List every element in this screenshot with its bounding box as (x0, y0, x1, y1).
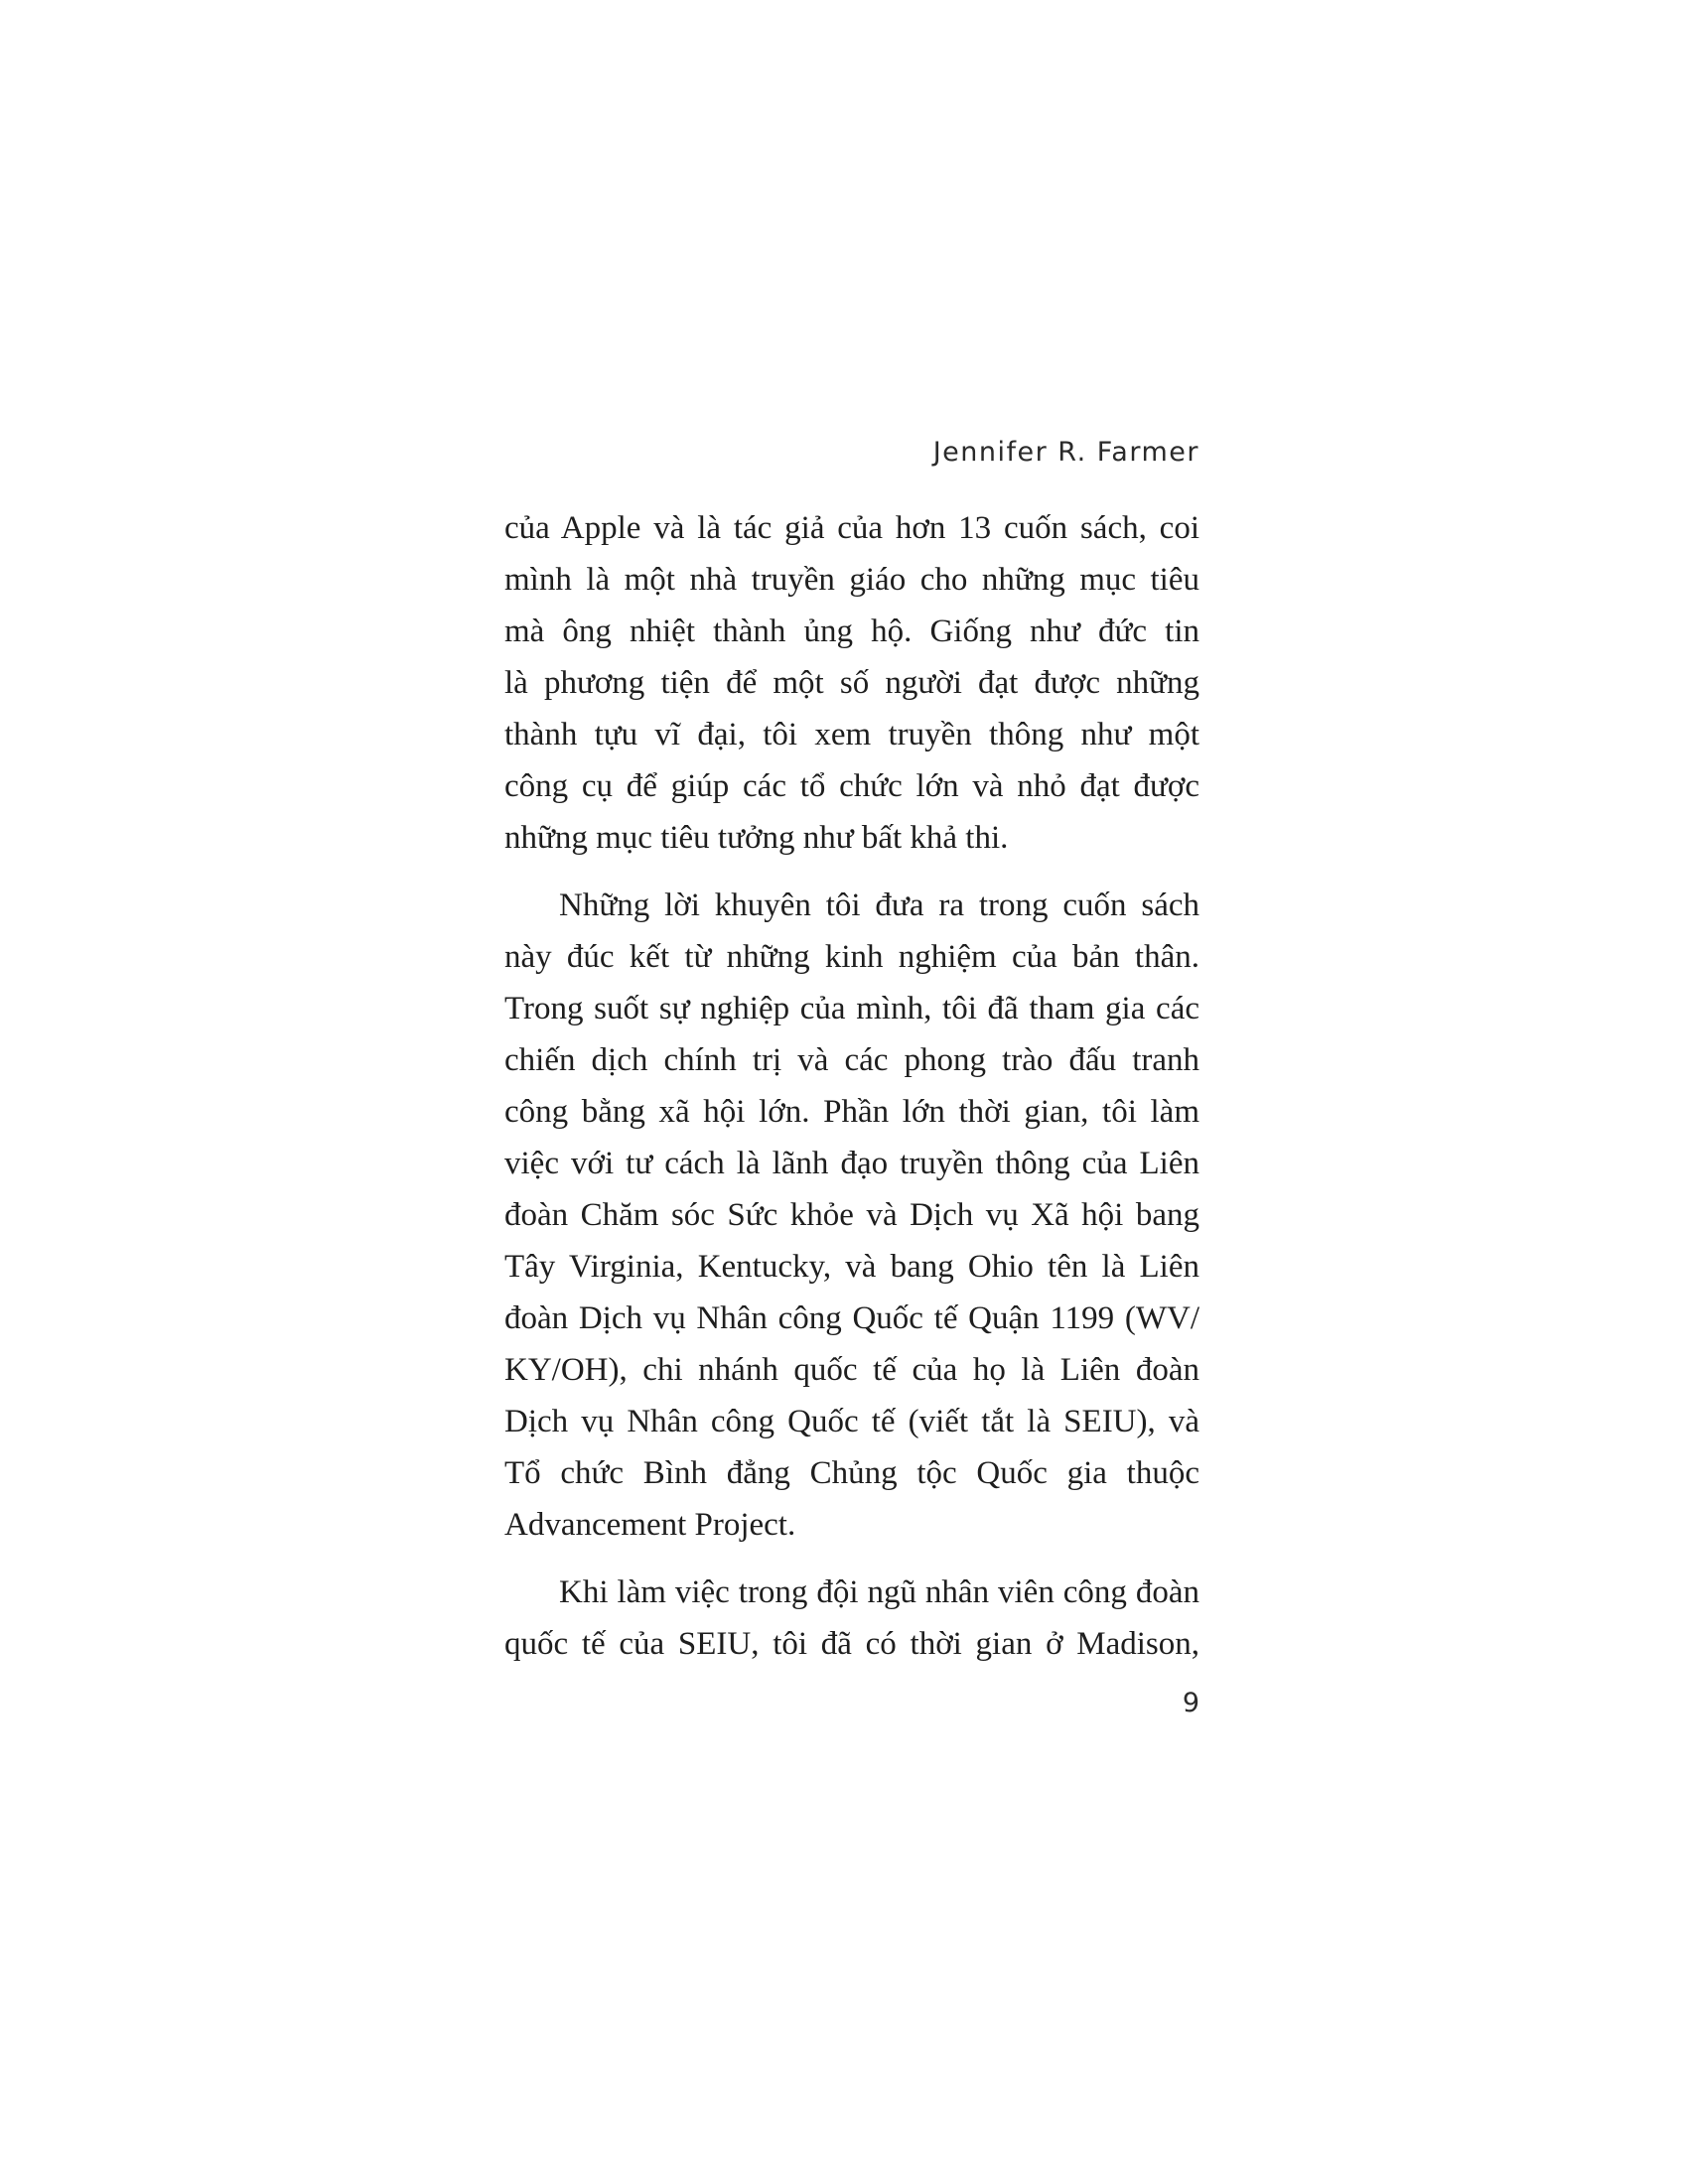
page-number: 9 (1182, 1688, 1199, 1718)
text-line: Advancement Project. (504, 1507, 796, 1543)
paragraph-2 (504, 880, 1199, 1551)
paragraph-3 (504, 1567, 1199, 1670)
body-text (504, 502, 1199, 1686)
text-line: Tây Virginia, Kentucky, và bang Ohio tên là Liên (504, 1249, 1199, 1285)
text-line: thành tựu vĩ đại, tôi xem truyền thông như một (504, 717, 1199, 752)
text-line: là phương tiện để một số người đạt được những (504, 665, 1199, 701)
text-line: của Apple và là tác giả của hơn 13 cuốn sách, coi (504, 510, 1199, 546)
text-line: KY/OH), chi nhánh quốc tế của họ là Liên đoàn (504, 1352, 1199, 1388)
paragraph-1 (504, 502, 1199, 864)
text-line: việc với tư cách là lãnh đạo truyền thông của Liên (504, 1146, 1199, 1181)
text-line: chiến dịch chính trị và các phong trào đấu tranh (504, 1042, 1199, 1078)
text-line: Khi làm việc trong đội ngũ nhân viên công đoàn (559, 1574, 1199, 1610)
text-line: đoàn Chăm sóc Sức khỏe và Dịch vụ Xã hội bang (504, 1197, 1199, 1233)
text-line: Những lời khuyên tôi đưa ra trong cuốn sách (559, 887, 1199, 923)
text-line: công cụ để giúp các tổ chức lớn và nhỏ đạt được (504, 768, 1199, 804)
text-line: Dịch vụ Nhân công Quốc tế (viết tắt là SEIU), và (504, 1404, 1199, 1439)
text-line: mình là một nhà truyền giáo cho những mục tiêu (504, 562, 1199, 598)
text-line: này đúc kết từ những kinh nghiệm của bản thân. (504, 939, 1199, 975)
running-header: Jennifer R. Farmer (932, 437, 1199, 468)
text-line: quốc tế của SEIU, tôi đã có thời gian ở Madison, (504, 1626, 1199, 1662)
text-line: Trong suốt sự nghiệp của mình, tôi đã tham gia các (504, 991, 1199, 1026)
text-line: công bằng xã hội lớn. Phần lớn thời gian, tôi làm (504, 1094, 1199, 1130)
text-line: những mục tiêu tưởng như bất khả thi. (504, 820, 1009, 856)
text-line: Tổ chức Bình đẳng Chủng tộc Quốc gia thuộc (504, 1455, 1199, 1491)
text-line: mà ông nhiệt thành ủng hộ. Giống như đức tin (504, 614, 1199, 649)
text-line: đoàn Dịch vụ Nhân công Quốc tế Quận 1199 (WV/ (504, 1300, 1199, 1336)
